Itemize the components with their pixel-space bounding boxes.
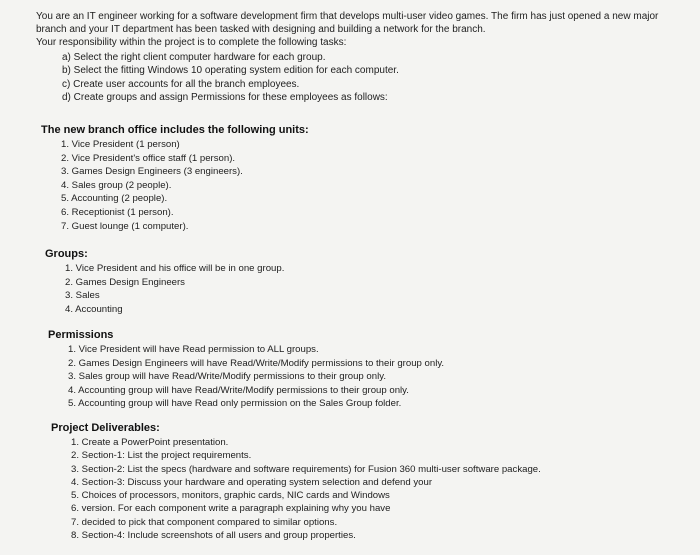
deliverables-section bbox=[51, 421, 541, 542]
deliverable-item: 7. decided to pick that component compared to similar options. bbox=[71, 516, 338, 528]
task-item: a) Select the right client computer hardware for each group. bbox=[62, 51, 326, 63]
task-list bbox=[62, 51, 686, 105]
groups-section bbox=[45, 247, 284, 316]
deliverables-list bbox=[51, 436, 541, 542]
permission-item: 5. Accounting group will have Read only permission on the Sales Group folder. bbox=[68, 398, 402, 410]
deliverable-item: 5. Choices of processors, monitors, graphic cards, NIC cards and Windows bbox=[71, 490, 390, 502]
permissions-section bbox=[48, 328, 444, 411]
intro-section bbox=[36, 10, 686, 105]
unit-item: 3. Games Design Engineers (3 engineers). bbox=[61, 166, 243, 178]
task-item: b) Select the fitting Windows 10 operating system edition for each computer. bbox=[62, 65, 399, 77]
deliverable-item: 8. Section-4: Include screenshots of all users and group properties. bbox=[71, 530, 356, 542]
unit-item: 7. Guest lounge (1 computer). bbox=[61, 220, 189, 232]
unit-item: 5. Accounting (2 people). bbox=[61, 193, 168, 205]
permission-item: 3. Sales group will have Read/Write/Modify permissions to their group only. bbox=[68, 371, 386, 383]
task-item: d) Create groups and assign Permissions for these employees as follows: bbox=[62, 92, 388, 104]
units-section bbox=[41, 123, 309, 233]
group-item: 4. Accounting bbox=[65, 303, 123, 315]
unit-item: 6. Receptionist (1 person). bbox=[61, 206, 174, 218]
permissions-list bbox=[48, 343, 444, 411]
task-item: c) Create user accounts for all the branch employees. bbox=[62, 78, 300, 90]
deliverable-item: 3. Section-2: List the specs (hardware and software requirements) for Fusion 360 multi-user software package. bbox=[71, 463, 541, 475]
permission-item: 4. Accounting group will have Read/Write/Modify permissions to their group only. bbox=[68, 384, 409, 396]
unit-item: 4. Sales group (2 people). bbox=[61, 179, 172, 191]
deliverables-heading: Project Deliverables: bbox=[51, 422, 160, 434]
groups-list bbox=[45, 262, 284, 316]
permission-item: 2. Games Design Engineers will have Read/Write/Modify permissions to their group only. bbox=[68, 357, 445, 369]
deliverable-item: 6. version. For each component write a paragraph explaining why you have bbox=[71, 503, 391, 515]
unit-item: 1. Vice President (1 person) bbox=[61, 139, 180, 150]
deliverable-item: 1. Create a PowerPoint presentation. bbox=[71, 437, 229, 448]
responsibility-line: Your responsibility within the project is to complete the following tasks: bbox=[36, 37, 347, 49]
group-item: 1. Vice President and his office will be in one group. bbox=[65, 263, 285, 274]
permission-item: 1. Vice President will have Read permission to ALL groups. bbox=[68, 344, 319, 355]
deliverable-item: 4. Section-3: Discuss your hardware and operating system selection and defend your bbox=[71, 476, 433, 488]
groups-heading: Groups: bbox=[45, 248, 88, 260]
intro-paragraph: You are an IT engineer working for a software development firm that develops multi-user video games. The firm has just opened a new major branch and your IT department has been tasked with designing and building a network for the branch. bbox=[36, 11, 659, 36]
unit-item: 2. Vice President's office staff (1 person). bbox=[61, 152, 236, 164]
group-item: 3. Sales bbox=[65, 290, 100, 302]
deliverable-item: 2. Section-1: List the project requirements. bbox=[71, 450, 252, 462]
permissions-heading: Permissions bbox=[48, 329, 114, 341]
units-heading: The new branch office includes the following units: bbox=[41, 124, 309, 136]
units-list bbox=[41, 138, 309, 233]
group-item: 2. Games Design Engineers bbox=[65, 276, 185, 288]
